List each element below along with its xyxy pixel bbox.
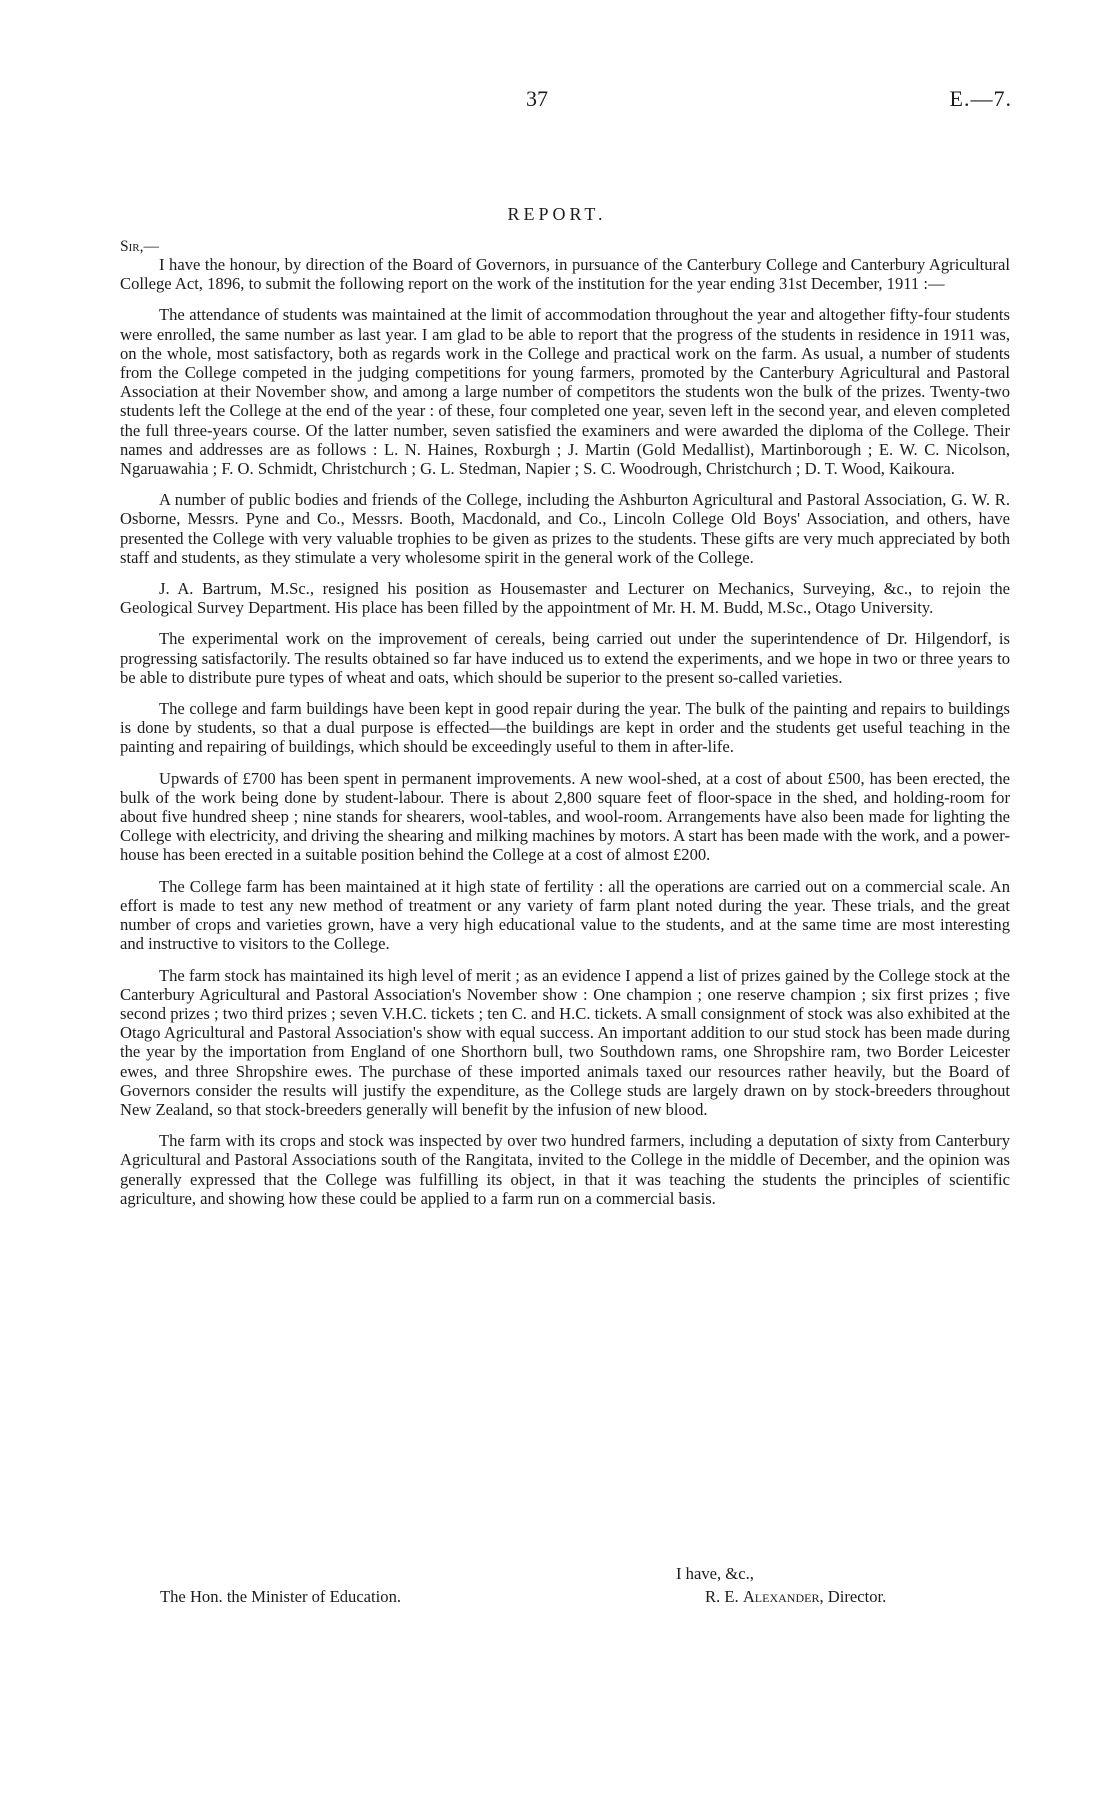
salutation: Sir,— [120,238,159,255]
paragraph-stock: The farm stock has maintained its high level of merit ; as an evidence I append a list of prizes gained by the College stock at the Canterbury Agricultural and Pastoral Association's November show : One champion ; one reserve champion ; six first prizes ; five second prizes ; two third prizes ; seven V.H.C. tickets ; ten C. and H.C. tickets. A small consignment of stock was also exhibited at the Otago Agricultural and Pastoral Association's show with equal success. An important addition to our stud stock has been made during the year by the importation from England of one Shorthorn bull, two Southdown rams, one Shropshire ram, two Border Leicester ewes, and three Shropshire ewes. The purchase of these imported animals taxed our resources rather heavily, but the Board of Governors consider the results will justify the expenditure, as the College studs are largely drawn on by stock-breeders throughout New Zealand, so that stock-breeders generally will benefit by the infusion of new blood. [120,965,1010,1119]
paragraph-intro: I have the honour, by direction of the Board of Governors, in pursuance of the Canterbury College and Canterbury Agricultural College Act, 1896, to submit the following report on the work of the institution for the year ending 31st December, 1911 :— [120,255,1010,294]
paragraph-staff: J. A. Bartrum, M.Sc., resigned his position as Housemaster and Lecturer on Mechanics, Surveying, &c., to rejoin the Geological Survey Department. His place has been filled by the appointment of Mr. H. M. Budd, M.Sc., Otago University. [120,579,1010,618]
signature-block [705,1587,886,1607]
signature-surname: Alexander, [742,1587,824,1606]
paragraph-experimental-work: The experimental work on the improvement of cereals, being carried out under the superintendence of Dr. Hilgendorf, is progressing satisfactorily. The results obtained so far have induced us to extend the experiments, and we hope in two or three years to be able to distribute pure types of wheat and oats, which should be superior to the present so-called varieties. [120,629,1010,687]
report-body [120,255,1010,1220]
signature-title: Director. [827,1587,887,1606]
signature-initials: R. E. [705,1587,739,1606]
report-title: REPORT. [507,204,607,224]
addressee: The Hon. the Minister of Education. [160,1587,402,1606]
closing-line: I have, &c., [676,1564,754,1583]
document-reference: E.—7. [949,86,1012,111]
paragraph-buildings: The college and farm buildings have been kept in good repair during the year. The bulk of the painting and repairs to buildings is done by students, so that a dual purpose is effected—the buildings are kept in order and the students get useful teaching in the painting and repairing of buildings, which should be exceedingly useful to them in after-life. [120,699,1010,757]
paragraph-trophies: A number of public bodies and friends of the College, including the Ashburton Agricultural and Pastoral Association, G. W. R. Osborne, Messrs. Pyne and Co., Messrs. Booth, Macdonald, and Co., Lincoln College Old Boys' Association, and others, have presented the College with very valuable trophies to be given as prizes to the students. These gifts are very much appreciated by both staff and students, as they stimulate a very wholesome spirit in the general work of the College. [120,490,1010,567]
paragraph-improvements: Upwards of £700 has been spent in permanent improvements. A new wool-shed, at a cost of about £500, has been erected, the bulk of the work being done by student-labour. There is about 2,800 square feet of floor-space in the shed, and holding-room for about five hundred sheep ; nine stands for shearers, wool-tables, and wool-room. Arrangements have also been made for lighting the College with electricity, and driving the shearing and milking machines by motors. A start has been made with the work, and a power-house has been erected in a suitable position behind the College at a cost of almost £200. [120,768,1010,865]
paragraph-farm: The College farm has been maintained at it high state of fertility : all the operations are carried out on a commercial scale. An effort is made to test any new method of treatment or any variety of farm plant noted during the year. These trials, and the great number of crops and varieties grown, have a very high educational value to the students, and at the same time are most interesting and instructive to visitors to the College. [120,876,1010,954]
paragraph-inspection: The farm with its crops and stock was inspected by over two hundred farmers, including a deputation of sixty from Canterbury Agricultural and Pastoral Associations south of the Rangitata, invited to the College in the middle of December, and the opinion was generally expressed that the College was fulfilling its object, in that it was teaching the students the principles of scientific agriculture, and showing how these could be applied to a farm run on a commercial basis. [120,1131,1010,1208]
paragraph-attendance: The attendance of students was maintained at the limit of accommodation throughout the year and altogether fifty-four students were enrolled, the same number as last year. I am glad to be able to report that the progress of the students in residence in 1911 was, on the whole, most satisfactory, both as regards work in the College and practical work on the farm. As usual, a number of students from the College competed in the judging competitions for young farmers, promoted by the Canterbury Agricultural and Pastoral Association at their November show, and among a large number of competitors the students won the bulk of the prizes. Twenty-two students left the College at the end of the year : of these, four completed one year, seven left in the second year, and eleven completed the full three-years course. Of the latter number, seven satisfied the examiners and were awarded the diploma of the College. Their names and addresses are as follows : L. N. Haines, Roxburgh ; J. Martin (Gold Medallist), Martinborough ; E. W. C. Nicolson, Ngaruawahia ; F. O. Schmidt, Christchurch ; G. L. Stedman, Napier ; S. C. Woodrough, Christchurch ; D. T. Wood, Kaikoura. [120,305,1010,479]
page-number: 37 [526,86,548,111]
